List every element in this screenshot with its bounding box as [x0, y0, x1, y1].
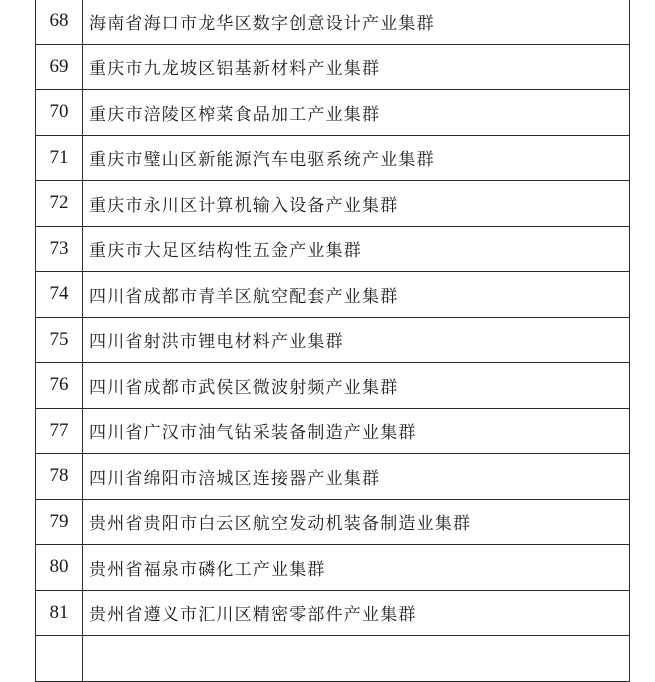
row-number: 70: [36, 90, 83, 136]
cluster-name: 四川省成都市武侯区微波射频产业集群: [83, 363, 630, 409]
table-row: [36, 0, 630, 44]
industry-cluster-table: [35, 0, 630, 682]
cluster-name: 重庆市永川区计算机输入设备产业集群: [83, 181, 630, 227]
table-row: [36, 363, 630, 409]
row-number: 71: [36, 135, 83, 181]
cluster-name: 四川省广汉市油气钻采装备制造产业集群: [83, 408, 630, 454]
row-number: 81: [36, 590, 83, 636]
cluster-name: 重庆市九龙坡区铝基新材料产业集群: [83, 44, 630, 90]
cluster-name: 贵州省贵阳市白云区航空发动机装备制造业集群: [83, 499, 630, 545]
row-number: 74: [36, 272, 83, 318]
cluster-name: 四川省成都市青羊区航空配套产业集群: [83, 272, 630, 318]
table-row: [36, 636, 630, 682]
row-number: 76: [36, 363, 83, 409]
table-row: [36, 317, 630, 363]
table-row: [36, 545, 630, 591]
cluster-name: [83, 636, 630, 682]
table-row: [36, 135, 630, 181]
row-number: [36, 636, 83, 682]
row-number: 69: [36, 44, 83, 90]
table-row: [36, 272, 630, 318]
cluster-name: 重庆市大足区结构性五金产业集群: [83, 226, 630, 272]
row-number: 79: [36, 499, 83, 545]
table-row: [36, 44, 630, 90]
row-number: 72: [36, 181, 83, 227]
cluster-name: 重庆市璧山区新能源汽车电驱系统产业集群: [83, 135, 630, 181]
row-number: 68: [36, 0, 83, 44]
table-row: [36, 590, 630, 636]
table-row: [36, 408, 630, 454]
row-number: 75: [36, 317, 83, 363]
cluster-name: 海南省海口市龙华区数字创意设计产业集群: [83, 0, 630, 44]
cluster-name: 贵州省福泉市磷化工产业集群: [83, 545, 630, 591]
row-number: 73: [36, 226, 83, 272]
table-row: [36, 90, 630, 136]
cluster-name: 贵州省遵义市汇川区精密零部件产业集群: [83, 590, 630, 636]
row-number: 77: [36, 408, 83, 454]
cluster-list-table-wrapper: [35, 0, 630, 682]
cluster-name: 重庆市涪陵区榨菜食品加工产业集群: [83, 90, 630, 136]
cluster-name: 四川省射洪市锂电材料产业集群: [83, 317, 630, 363]
row-number: 80: [36, 545, 83, 591]
table-row: [36, 181, 630, 227]
table-row: [36, 499, 630, 545]
table-row: [36, 226, 630, 272]
cluster-name: 四川省绵阳市涪城区连接器产业集群: [83, 454, 630, 500]
table-row: [36, 454, 630, 500]
row-number: 78: [36, 454, 83, 500]
